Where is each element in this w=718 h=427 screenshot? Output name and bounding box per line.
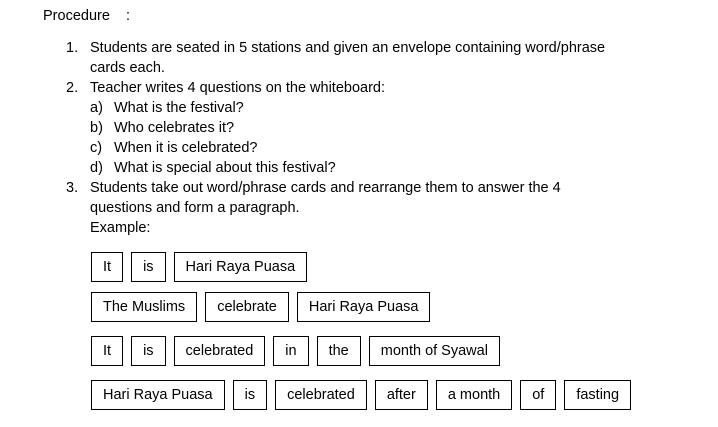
question-text: What is special about this festival? (114, 160, 336, 176)
word-card[interactable]: It (91, 252, 123, 282)
word-card[interactable]: Hari Raya Puasa (297, 292, 431, 322)
step-text-line: Students are seated in 5 stations and given an envelope containing word/phrase (90, 40, 606, 56)
word-card[interactable]: month of Syawal (369, 336, 500, 366)
word-card[interactable]: of (520, 380, 556, 410)
step-number: 1. (66, 40, 79, 56)
word-card[interactable]: It (91, 336, 123, 366)
step-text-line: cards each. (90, 60, 165, 76)
question-letter: d) (90, 160, 103, 176)
word-card[interactable]: The Muslims (91, 292, 197, 322)
word-card[interactable]: celebrated (275, 380, 367, 410)
step-2 (66, 78, 706, 178)
step-1 (66, 38, 706, 78)
card-row-2 (91, 292, 438, 322)
procedure-heading: Procedure : (43, 8, 131, 24)
step-text-line: Teacher writes 4 questions on the whiteboard: (90, 80, 386, 96)
word-card[interactable]: fasting (564, 380, 631, 410)
card-row-1 (91, 252, 315, 282)
step-text-line: questions and form a paragraph. (90, 200, 300, 216)
question-letter: c) (90, 140, 103, 156)
word-card[interactable]: the (317, 336, 361, 366)
question-text: What is the festival? (114, 100, 244, 116)
word-card[interactable]: is (131, 336, 165, 366)
word-card[interactable]: a month (436, 380, 512, 410)
word-card[interactable]: after (375, 380, 428, 410)
question-list (90, 98, 706, 178)
word-card[interactable]: celebrated (174, 336, 266, 366)
card-row-3 (91, 336, 508, 366)
question-item (90, 118, 706, 138)
question-item (90, 98, 706, 118)
word-card[interactable]: Hari Raya Puasa (91, 380, 225, 410)
word-card[interactable]: Hari Raya Puasa (174, 252, 308, 282)
example-label: Example: (90, 220, 151, 236)
step-3 (66, 178, 706, 238)
word-card[interactable]: is (131, 252, 165, 282)
question-letter: b) (90, 120, 103, 136)
card-row-4 (91, 380, 639, 410)
question-item (90, 158, 706, 178)
word-card[interactable]: in (273, 336, 308, 366)
step-text-line: Students take out word/phrase cards and rearrange them to answer the 4 (90, 180, 561, 196)
procedure-steps (66, 38, 706, 238)
question-letter: a) (90, 100, 103, 116)
question-item (90, 138, 706, 158)
step-number: 2. (66, 80, 79, 96)
step-number: 3. (66, 180, 79, 196)
word-card[interactable]: is (233, 380, 267, 410)
question-text: When it is celebrated? (114, 140, 258, 156)
word-card[interactable]: celebrate (205, 292, 289, 322)
question-text: Who celebrates it? (114, 120, 235, 136)
